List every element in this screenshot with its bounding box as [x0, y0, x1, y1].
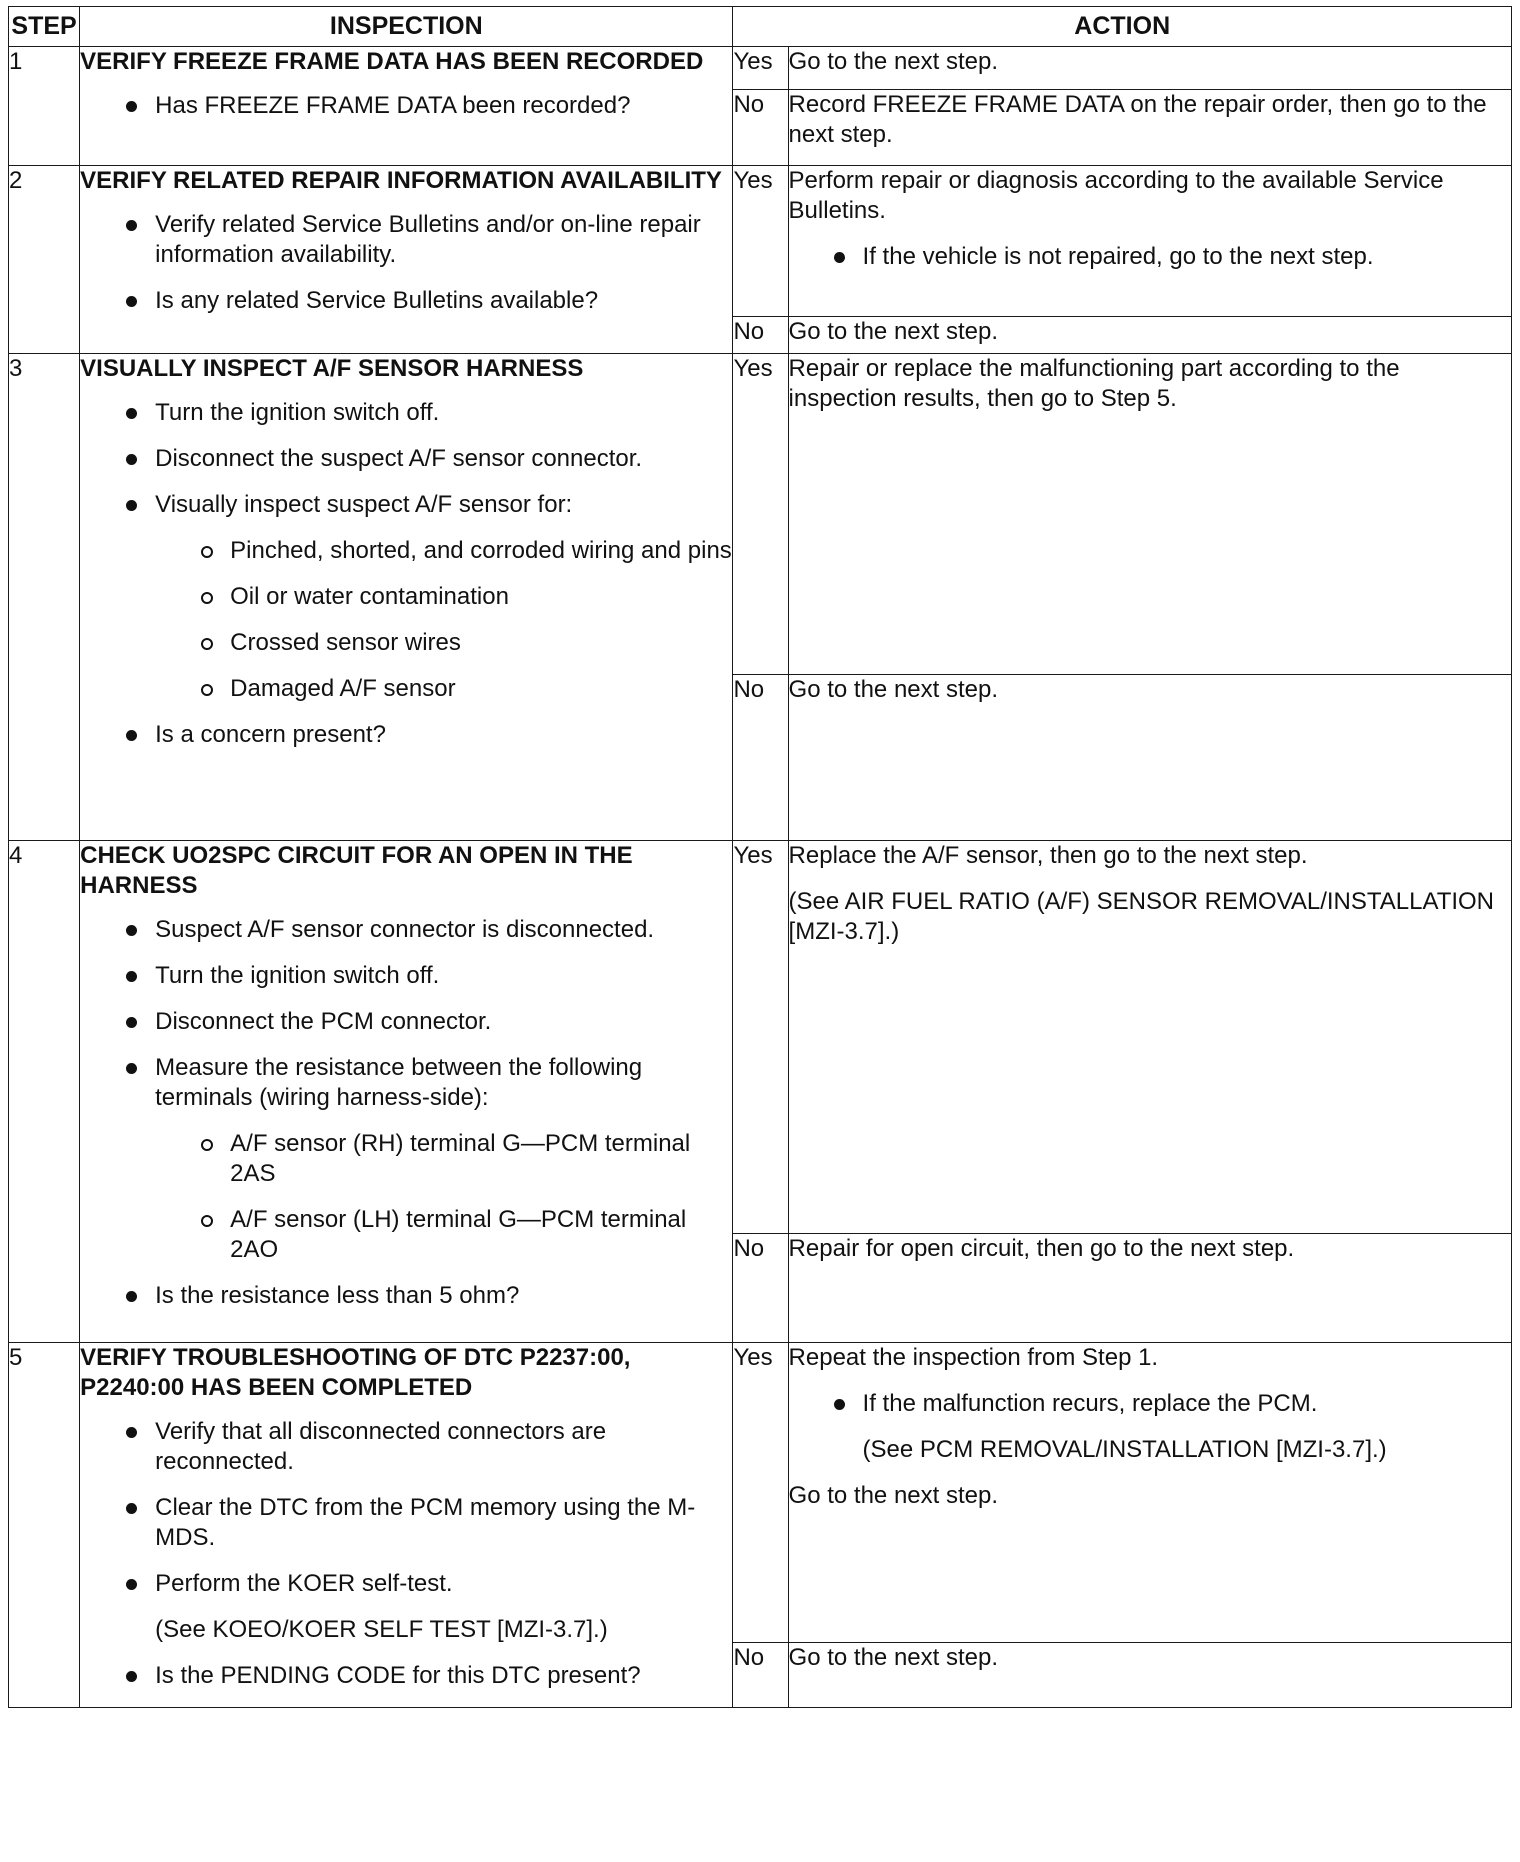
step-3-sub-bullet-4: Damaged A/F sensor	[80, 674, 732, 704]
step-3-sub-bullet-3: Crossed sensor wires	[80, 628, 732, 658]
step-4-no-label: No	[733, 1234, 788, 1343]
step-4-bullet-4: Measure the resistance between the following terminals (wiring harness-side):	[80, 1053, 732, 1113]
step-5-yes-bullets	[789, 1389, 1511, 1419]
step-4-yes-text: Replace the A/F sensor, then go to the next step.	[788, 842, 1308, 869]
step-3-final-bullets	[80, 720, 732, 750]
step-4-number: 4	[9, 841, 80, 1343]
step-1-yes-text: Go to the next step.	[788, 48, 999, 75]
step-5-yes-tail: Go to the next step.	[788, 1482, 999, 1509]
step-4-final-bullets	[80, 1281, 732, 1311]
step-5-final-bullet: Is the PENDING CODE for this DTC present?	[80, 1661, 732, 1691]
step-4-bullet-2: Turn the ignition switch off.	[80, 961, 732, 991]
step-1-no-text: Record FREEZE FRAME DATA on the repair order, then go to the next step.	[788, 91, 1487, 148]
step-3-yes-row	[9, 354, 1512, 675]
step-4-bullet-1: Suspect A/F sensor connector is disconnected.	[80, 915, 732, 945]
diagnostic-table	[8, 6, 1512, 1708]
step-5-inspection	[80, 1343, 733, 1708]
step-4-bullet-3: Disconnect the PCM connector.	[80, 1007, 732, 1037]
step-5-number: 5	[9, 1343, 80, 1708]
step-5-yes-label: Yes	[733, 1343, 788, 1643]
step-2-no-text: Go to the next step.	[788, 318, 999, 345]
step-4-bullets	[80, 915, 732, 1113]
table-header-row	[9, 7, 1512, 47]
step-1-title: VERIFY FREEZE FRAME DATA HAS BEEN RECORDED	[80, 48, 704, 75]
step-5-final-bullets	[80, 1661, 732, 1691]
step-3-no-label: No	[733, 675, 788, 841]
step-2-inspection	[80, 166, 733, 354]
step-2-bullets	[80, 210, 732, 316]
step-2-yes-action	[788, 166, 1511, 317]
step-3-yes-action	[788, 354, 1511, 675]
step-4-no-text: Repair for open circuit, then go to the next step.	[788, 1235, 1295, 1262]
step-5-bullet-2: Clear the DTC from the PCM memory using the M-MDS.	[80, 1493, 732, 1553]
step-2-yes-text: Perform repair or diagnosis according to the available Service Bulletins.	[788, 167, 1444, 224]
step-5-yes-action	[788, 1343, 1511, 1643]
step-5-title: VERIFY TROUBLESHOOTING OF DTC P2237:00, P2240:00 HAS BEEN COMPLETED	[80, 1344, 631, 1401]
step-3-yes-text: Repair or replace the malfunctioning part according to the inspection results, then go to Step 5.	[788, 355, 1400, 412]
step-1-yes-action	[788, 47, 1511, 90]
step-3-no-action	[788, 675, 1511, 841]
header-step: STEP	[9, 7, 80, 47]
step-3-sub-bullet-1: Pinched, shorted, and corroded wiring and pins	[80, 536, 732, 566]
step-2-title: VERIFY RELATED REPAIR INFORMATION AVAILABILITY	[80, 167, 722, 194]
step-2-no-label: No	[733, 317, 788, 354]
step-5-note: (See KOEO/KOER SELF TEST [MZI-3.7].)	[155, 1616, 608, 1643]
step-1-number: 1	[9, 47, 80, 166]
step-4-sub-bullets	[80, 1129, 732, 1265]
step-5-yes-bullet-ref: (See PCM REMOVAL/INSTALLATION [MZI-3.7].)	[862, 1436, 1387, 1463]
step-4-final-bullet: Is the resistance less than 5 ohm?	[80, 1281, 732, 1311]
step-1-no-action	[788, 90, 1511, 166]
step-4-no-action	[788, 1234, 1511, 1343]
step-3-bullet-2: Disconnect the suspect A/F sensor connector.	[80, 444, 732, 474]
step-1-inspection	[80, 47, 733, 166]
step-4-yes-action	[788, 841, 1511, 1234]
step-3-no-text: Go to the next step.	[788, 676, 999, 703]
step-5-no-text: Go to the next step.	[788, 1644, 999, 1672]
step-3-sub-bullet-2: Oil or water contamination	[80, 582, 732, 612]
step-5-yes-bullet: If the malfunction recurs, replace the PCM.	[789, 1389, 1511, 1419]
step-3-number: 3	[9, 354, 80, 841]
step-3-bullet-1: Turn the ignition switch off.	[80, 398, 732, 428]
step-1-yes-label: Yes	[733, 47, 788, 90]
step-3-inspection	[80, 354, 733, 841]
step-2-yes-row	[9, 166, 1512, 317]
step-2-number: 2	[9, 166, 80, 354]
step-3-bullets	[80, 398, 732, 520]
header-action: ACTION	[733, 7, 1512, 47]
step-1-no-label: No	[733, 90, 788, 166]
step-2-bullet-2: Is any related Service Bulletins available?	[80, 286, 732, 316]
step-5-yes-row	[9, 1343, 1512, 1643]
step-2-bullet-1: Verify related Service Bulletins and/or on-line repair information availability.	[80, 210, 732, 270]
step-2-yes-bullets	[789, 242, 1511, 272]
step-2-yes-label: Yes	[733, 166, 788, 317]
step-3-sub-bullets	[80, 536, 732, 704]
step-4-sub-bullet-1: A/F sensor (RH) terminal G—PCM terminal 2AS	[80, 1129, 732, 1189]
step-3-bullet-3: Visually inspect suspect A/F sensor for:	[80, 490, 732, 520]
diagnostic-procedure-sheet	[8, 6, 1512, 1855]
step-4-yes-ref: (See AIR FUEL RATIO (A/F) SENSOR REMOVAL/INSTALLATION [MZI-3.7].)	[788, 888, 1495, 945]
step-5-no-label: No	[733, 1643, 788, 1708]
step-4-yes-row	[9, 841, 1512, 1234]
step-3-final-bullet: Is a concern present?	[80, 720, 732, 750]
header-inspection: INSPECTION	[80, 7, 733, 47]
step-2-yes-bullet: If the vehicle is not repaired, go to the next step.	[789, 242, 1511, 272]
step-1-yes-row	[9, 47, 1512, 90]
step-5-yes-text: Repeat the inspection from Step 1.	[788, 1344, 1159, 1371]
step-5-bullets	[80, 1417, 732, 1599]
step-4-yes-label: Yes	[733, 841, 788, 1234]
step-1-bullets	[80, 91, 732, 121]
step-3-yes-label: Yes	[733, 354, 788, 675]
step-4-title: CHECK UO2SPC CIRCUIT FOR AN OPEN IN THE HARNESS	[80, 842, 633, 899]
step-4-sub-bullet-2: A/F sensor (LH) terminal G—PCM terminal 2AO	[80, 1205, 732, 1265]
step-5-bullet-1: Verify that all disconnected connectors are reconnected.	[80, 1417, 732, 1477]
step-1-bullet-1: Has FREEZE FRAME DATA been recorded?	[80, 91, 732, 121]
step-2-no-action	[788, 317, 1511, 354]
step-5-no-action	[788, 1643, 1511, 1708]
step-3-title: VISUALLY INSPECT A/F SENSOR HARNESS	[80, 355, 584, 382]
step-5-bullet-3: Perform the KOER self-test.	[80, 1569, 732, 1599]
step-4-inspection	[80, 841, 733, 1343]
